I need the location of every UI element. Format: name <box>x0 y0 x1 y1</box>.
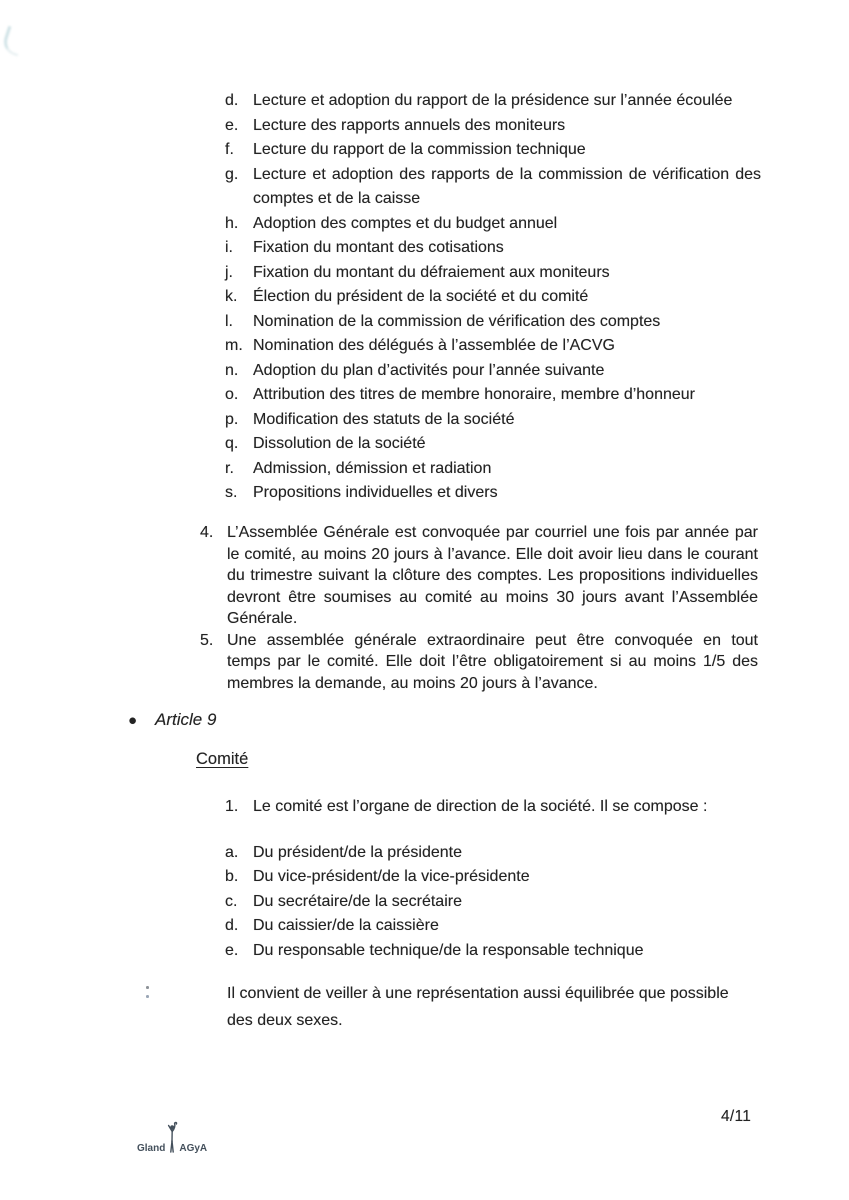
list-item-text: Lecture du rapport de la commission technique <box>253 141 586 158</box>
list-item <box>225 457 761 482</box>
list-marker: 5. <box>200 631 214 649</box>
list-marker: l. <box>225 312 233 330</box>
list-item-text: Du président/de la présidente <box>253 844 463 861</box>
list-item-text: Admission, démission et radiation <box>253 459 492 477</box>
list-item-text: Nomination de la commission de vérification des comptes <box>253 312 661 330</box>
composition-list <box>225 841 761 963</box>
list-item-text: Nomination des délégués à l’assemblée de l’ACVG <box>253 337 615 354</box>
list-marker: j. <box>225 263 233 281</box>
list-item-text: Du responsable technique/de la responsable technique <box>253 941 644 959</box>
numbered-item <box>200 630 758 695</box>
list-item <box>225 212 761 237</box>
list-item-text: Fixation du montant des cotisations <box>253 239 504 256</box>
numbered-item-text: Le comité est l’organe de direction de la société. Il se compose : <box>253 798 708 815</box>
list-marker: 4. <box>200 524 214 541</box>
list-marker: q. <box>225 435 239 452</box>
footer-brand-left: Gland <box>137 1143 166 1154</box>
list-item-text: Du vice-président/de la vice-présidente <box>253 868 530 886</box>
list-marker: k. <box>225 288 238 305</box>
list-marker: h. <box>225 214 239 232</box>
list-marker: d. <box>225 917 239 935</box>
bullet-icon: ● <box>128 712 138 729</box>
list-marker: r. <box>225 459 234 477</box>
list-marker: b. <box>225 868 239 886</box>
list-item <box>225 432 761 457</box>
list-item-text: Lecture des rapports annuels des moniteurs <box>253 116 566 134</box>
list-item <box>225 939 761 963</box>
article-title: Article 9 <box>155 710 217 729</box>
list-item <box>225 841 761 865</box>
list-item <box>225 285 761 310</box>
list-marker: f. <box>225 141 234 158</box>
list-item <box>225 359 761 384</box>
list-item-text: Du secrétaire/de la secrétaire <box>253 892 462 910</box>
footer-logo <box>137 1121 207 1155</box>
list-item <box>225 138 761 163</box>
list-item-text: Propositions individuelles et divers <box>253 484 498 501</box>
list-item <box>225 236 761 261</box>
list-item <box>225 914 761 938</box>
list-item-text: Adoption du plan d’activités pour l’année suivante <box>253 361 605 379</box>
scan-smudge-artifact <box>0 26 25 56</box>
numbered-item <box>225 796 765 818</box>
compose-intro <box>225 796 765 818</box>
numbered-item-text: Une assemblée générale extraordinaire peut être convoquée en tout temps par le comité. Elle doit l’être obligatoirement si au moins 1/5 des membres la demande, au moins 20 jours à l’avance. <box>227 631 758 692</box>
numbered-paragraphs <box>200 522 758 694</box>
list-item <box>225 163 761 212</box>
list-item <box>225 481 761 506</box>
list-item-text: Du caissier/de la caissière <box>253 917 439 935</box>
list-marker: d. <box>225 92 239 109</box>
list-item <box>225 383 761 408</box>
closing-paragraph: Il convient de veiller à une représentation aussi équilibrée que possible des deux sexes. <box>227 985 729 1029</box>
gymnast-icon <box>166 1121 178 1155</box>
list-item <box>225 261 761 286</box>
list-item <box>225 114 761 139</box>
list-item <box>225 408 761 433</box>
list-item-text: Élection du président de la société et du comité <box>253 288 589 305</box>
list-marker: 1. <box>225 798 239 815</box>
list-item-text: Adoption des comptes et du budget annuel <box>253 214 558 232</box>
list-marker: a. <box>225 844 239 861</box>
page-number: 4/11 <box>721 1108 752 1125</box>
list-item-text: Modification des statuts de la société <box>253 410 515 428</box>
list-marker: e. <box>225 116 239 134</box>
section-heading: Comité <box>196 750 249 768</box>
list-marker: m. <box>225 337 243 354</box>
numbered-item <box>200 522 758 630</box>
list-marker: i. <box>225 239 233 256</box>
list-item <box>225 334 761 359</box>
list-item <box>225 865 761 889</box>
list-item <box>225 890 761 914</box>
list-item <box>225 89 761 114</box>
list-marker: n. <box>225 361 239 379</box>
list-marker: o. <box>225 386 239 403</box>
list-marker: p. <box>225 410 239 428</box>
list-marker: e. <box>225 941 239 959</box>
list-marker: c. <box>225 892 238 910</box>
list-item <box>225 310 761 335</box>
list-marker: s. <box>225 484 238 501</box>
scan-speck-artifact <box>146 986 149 1000</box>
article-heading <box>128 710 216 730</box>
footer-brand-right: AGyA <box>179 1143 208 1154</box>
list-item-text: Fixation du montant du défraiement aux moniteurs <box>253 263 610 281</box>
list-item-text: Attribution des titres de membre honoraire, membre d’honneur <box>253 386 695 403</box>
numbered-item-text: L’Assemblée Générale est convoquée par courriel une fois par année par le comité, au moins 20 jours à l’avance. Elle doit avoir lieu dans le courant du trimestre suivant la clôture des comptes. Les propositions individuelles devront être soumises au comité au moins 30 jours avant l’Assemblée Générale. <box>227 524 758 627</box>
list-item-text: Dissolution de la société <box>253 435 426 452</box>
list-item-text: Lecture et adoption des rapports de la commission de vérification des comptes et de la caisse <box>253 165 761 207</box>
agenda-list <box>225 89 761 506</box>
list-item-text: Lecture et adoption du rapport de la présidence sur l’année écoulée <box>253 92 733 109</box>
list-marker: g. <box>225 165 239 183</box>
